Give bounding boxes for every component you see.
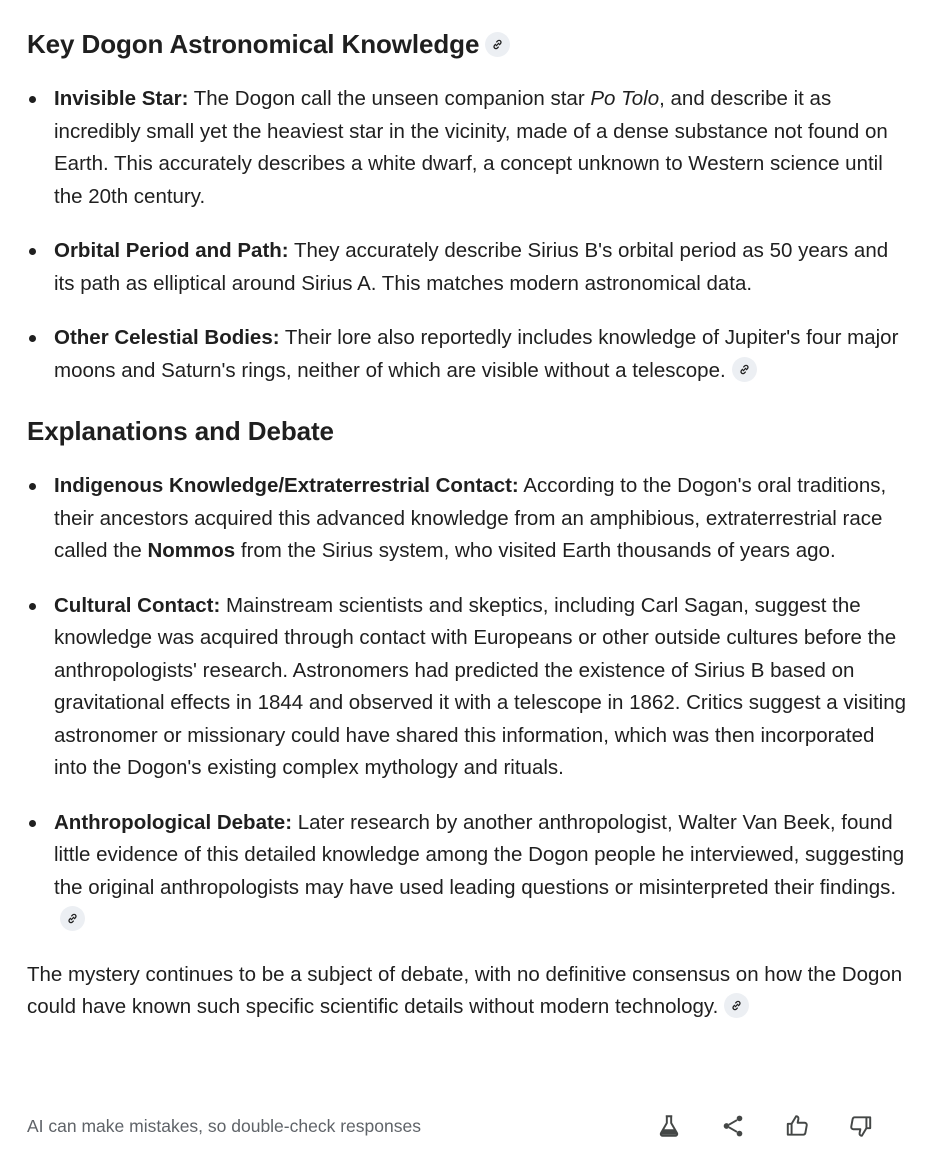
link-icon[interactable] — [60, 906, 85, 931]
thumbs-down-button[interactable] — [839, 1106, 883, 1146]
list-item: Invisible Star: The Dogon call the unseen companion star Po Tolo, and describe it as incredibly small yet the heaviest star in the vicinity, made of a dense substance not found on Earth. This accurately describes a white dwarf, a concept unknown to Western science until the 20th century. — [27, 83, 912, 213]
thumbs-down-icon — [848, 1113, 874, 1139]
list-item: Indigenous Knowledge/Extraterrestrial Contact: According to the Dogon's oral traditions, their ancestors acquired this advanced knowledge from an amphibious, extraterrestrial race called the Nommos from the Sirius system, who visited Earth thousands of years ago. — [27, 470, 912, 568]
link-icon[interactable] — [485, 32, 510, 57]
list-item: Anthropological Debate: Later research by another anthropologist, Walter Van Beek, found little evidence of this detailed knowledge among the Dogon people he interviewed, suggesting the original anthropologists may have used leading questions or misinterpreted their findings. — [27, 807, 912, 937]
flask-icon — [656, 1113, 682, 1139]
closing-paragraph: The mystery continues to be a subject of debate, with no definitive consensus on how the Dogon could have known such specific scientific details without modern technology. — [27, 962, 903, 1018]
section-heading-astronomical-knowledge: Key Dogon Astronomical Knowledge — [27, 0, 912, 61]
list-item: Orbital Period and Path: They accurately describe Sirius B's orbital period as 50 years and its path as elliptical around Sirius A. This matches modern astronomical data. — [27, 235, 912, 300]
share-icon — [720, 1113, 746, 1139]
section-heading-explanations: Explanations and Debate — [27, 416, 334, 446]
explanations-list — [27, 470, 912, 937]
response-footer — [27, 1106, 897, 1146]
share-button[interactable] — [711, 1106, 755, 1146]
item-title: Anthropological Debate: — [54, 810, 293, 834]
list-item: Cultural Contact: Mainstream scientists and skeptics, including Carl Sagan, suggest the knowledge was acquired through contact with Europeans or other outside cultures before the anthropologists' research. Astronomers had predicted the existence of Sirius B based on gravitational effects in 1844 and observed it with a telescope in 1862. Critics suggest a visiting astronomer or missionary could have shared this information, which was then incorporated into the Dogon's existing complex mythology and rituals. — [27, 590, 912, 785]
list-item: Other Celestial Bodies: Their lore also reportedly includes knowledge of Jupiter's four major moons and Saturn's rings, neither of which are visible without a telescope. — [27, 322, 912, 387]
item-title: Cultural Contact: — [54, 593, 221, 617]
thumbs-up-button[interactable] — [775, 1106, 819, 1146]
link-icon[interactable] — [724, 993, 749, 1018]
disclaimer-text: AI can make mistakes, so double-check responses — [27, 1116, 421, 1136]
item-title: Orbital Period and Path: — [54, 239, 289, 262]
item-title: Other Celestial Bodies: — [54, 326, 280, 349]
item-title: Invisible Star: — [54, 87, 189, 110]
item-title: Indigenous Knowledge/Extraterrestrial Contact: — [54, 474, 519, 497]
response-actions — [627, 1106, 883, 1146]
link-icon[interactable] — [732, 357, 757, 382]
response-content — [27, 0, 912, 1024]
astronomical-knowledge-list — [27, 83, 912, 387]
thumbs-up-icon — [784, 1113, 810, 1139]
labs-button[interactable] — [647, 1106, 691, 1146]
